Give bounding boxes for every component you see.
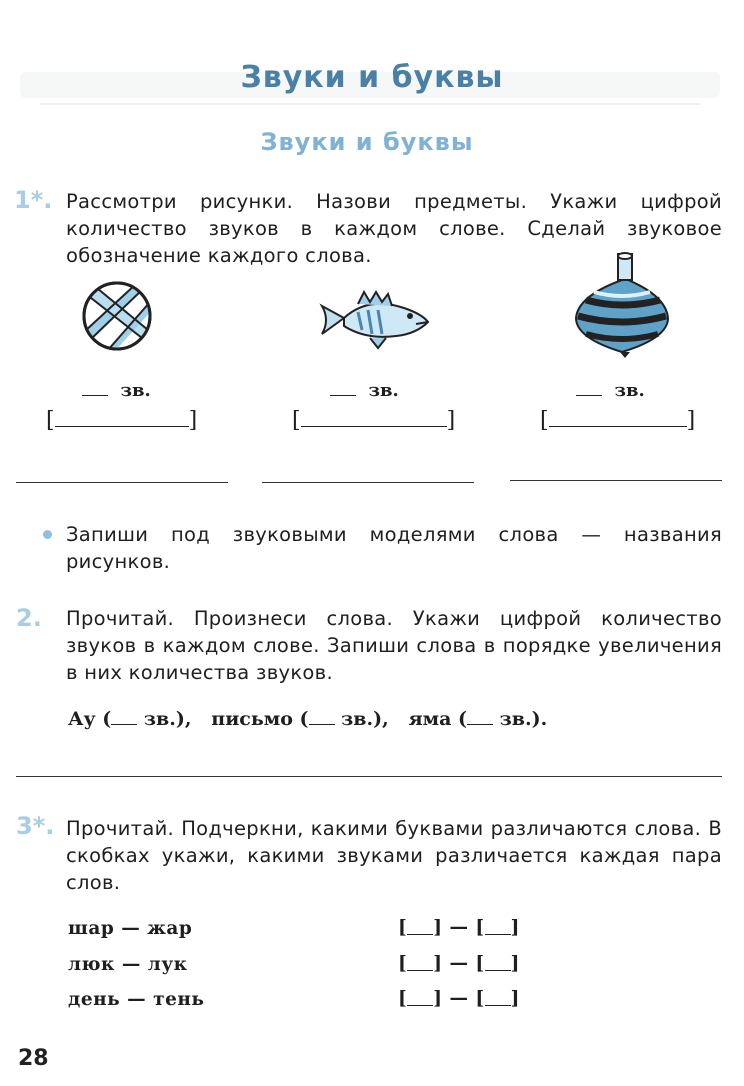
answer-line-1[interactable]: [16, 482, 228, 483]
unit-label: зв.: [368, 380, 399, 401]
sound-pair-3[interactable]: [ ] — [ ]: [398, 988, 520, 1009]
task-3-text: Прочитай. Подчеркни, какими буквами различаются слова. В скобках укажи, какими звуками различается каждая пара слов.: [66, 817, 722, 894]
header-divider: [40, 103, 700, 105]
task-3-number: 3*.: [16, 812, 55, 840]
pair-dash: —: [127, 989, 147, 1010]
count-blank[interactable]: [467, 724, 493, 725]
word: Ау: [68, 708, 96, 730]
task-2-words: Ау ( зв.), письмо ( зв.), яма ( зв.).: [68, 708, 548, 730]
page-title: Звуки и буквы: [240, 60, 504, 95]
word: письмо: [211, 708, 293, 730]
task-2-answer-line[interactable]: [16, 776, 722, 777]
ball-icon: [78, 280, 158, 352]
unit-label: зв.: [120, 380, 151, 401]
task-1-bullet-text: Запиши под звуковыми моделями слова — названия рисунков.: [66, 523, 722, 573]
pair-left-word: шар: [68, 918, 115, 939]
pair-right-word: тень: [153, 989, 205, 1010]
spinning-top-icon: [572, 252, 672, 360]
pair-dash: —: [121, 954, 141, 975]
task-1-text: Рассмотри рисунки. Назови предметы. Укажи цифрой количество звуков в каждом слове. Сделай звуковое обозначение каждого слова.: [66, 190, 722, 267]
count-blank[interactable]: [309, 724, 335, 725]
word: яма: [408, 708, 452, 730]
pair-dash: —: [121, 918, 141, 939]
pair-right-word: лук: [147, 954, 188, 975]
pair-left-word: день: [68, 989, 121, 1010]
sound-model-3[interactable]: [ ]: [540, 408, 696, 433]
word-pair-2: [68, 954, 188, 975]
item-2-count: [330, 380, 399, 401]
sound-model-2[interactable]: [ ]: [292, 408, 456, 433]
word-pair-3: [68, 989, 204, 1010]
task-2-text: Прочитай. Произнеси слова. Укажи цифрой количество звуков в каждом слове. Запиши слова в порядке увеличения в них количества звуков.: [66, 607, 722, 684]
sound-pair-1[interactable]: [ ] — [ ]: [398, 917, 520, 938]
fish-icon: [318, 290, 430, 352]
sound-pair-2[interactable]: [ ] — [ ]: [398, 953, 520, 974]
item-1-count: [82, 380, 151, 401]
section-title: Звуки и буквы: [260, 128, 474, 156]
count-blank[interactable]: [82, 395, 108, 396]
task-2-number: 2.: [16, 604, 42, 632]
answer-line-3[interactable]: [510, 480, 722, 481]
count-blank[interactable]: [576, 395, 602, 396]
word-pair-1: [68, 918, 192, 939]
answer-line-2[interactable]: [262, 482, 474, 483]
count-blank[interactable]: [330, 395, 356, 396]
unit-label: зв.: [614, 380, 645, 401]
count-blank[interactable]: [111, 724, 137, 725]
item-3-count: [576, 380, 645, 401]
bullet-icon: [43, 530, 52, 539]
pair-right-word: жар: [147, 918, 193, 939]
task-1-number: 1*.: [14, 186, 53, 214]
unit-label: зв.: [341, 708, 374, 730]
unit-label: зв.: [143, 708, 176, 730]
page-number: 28: [18, 1046, 49, 1071]
pair-left-word: люк: [68, 954, 115, 975]
unit-label: зв.: [499, 708, 532, 730]
sound-model-1[interactable]: [ ]: [46, 408, 198, 433]
